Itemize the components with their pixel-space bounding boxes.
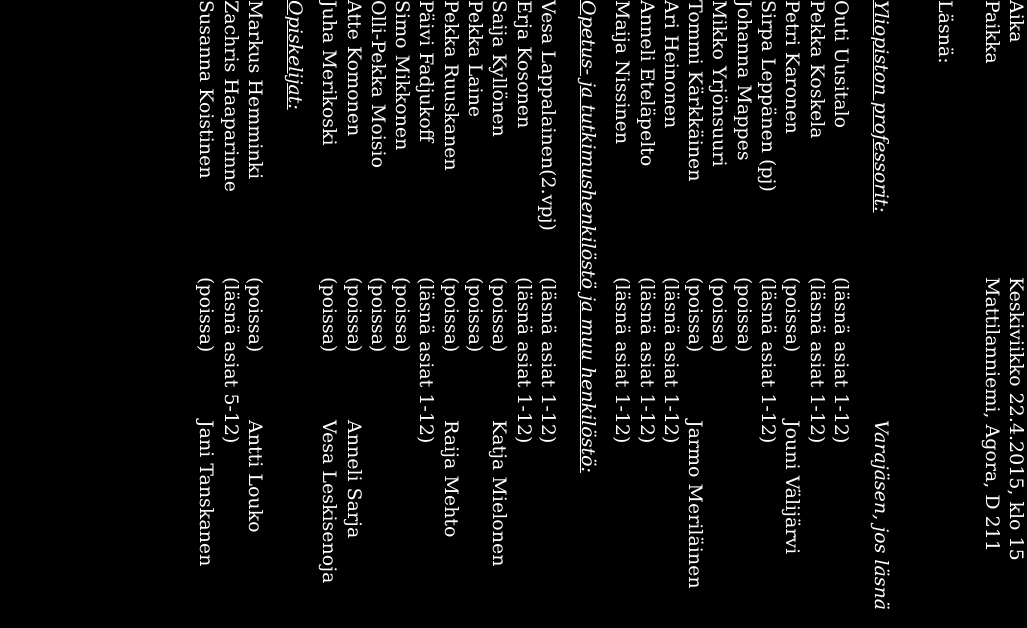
attendance-status: (läsnä asiat 5-12) [220, 277, 242, 444]
staff-name: Päivi Fadjukoff [415, 0, 437, 143]
professor-name: Johanna Mappes [733, 0, 755, 161]
attendance-status: (poissa) [781, 277, 803, 353]
attendance-status: (poissa) [464, 277, 486, 353]
staff-name: Erja Kosonen [513, 0, 535, 129]
time-value: Keskiviikko 22.4.2015, klo 15 [1005, 277, 1027, 561]
attendance-status: (läsnä asiat 1-12) [513, 277, 535, 444]
attendance-status: (poissa) [708, 277, 730, 353]
student-name: Zachris Haaparinne [220, 0, 242, 192]
attendance-status: (poissa) [367, 277, 389, 353]
substitute-name: Katja Mielonen [488, 420, 510, 567]
staff-name: Atte Komonen [343, 0, 365, 137]
staff-name: Pekka Laine [464, 0, 486, 118]
attendance-status: (läsnä asiat 1-12) [757, 277, 779, 444]
professor-name: Ari Heinonen [660, 0, 682, 129]
staff-heading: Opetus- ja tutkimushenkilöstö ja muu henkilöstö: [577, 0, 599, 473]
place-value: Mattilanniemi, Agora, D 211 [981, 277, 1003, 552]
attendance-status: (poissa) [684, 277, 706, 353]
attendance-status: (läsnä asiat 1-12) [660, 277, 682, 444]
staff-name: Pekka Ruuskanen [440, 0, 462, 171]
attendance-status: (läsnä asiat 1-12) [611, 277, 633, 444]
professors-heading: Yliopiston professorit: [870, 0, 892, 213]
staff-name: Olli-Pekka Moisio [367, 0, 389, 169]
attendance-status: (läsnä asiat 1-12) [537, 277, 559, 444]
staff-name: Saija Kyllönen [488, 0, 510, 137]
attendance-status: (läsnä asiat 1-12) [806, 277, 828, 444]
professor-name: Pekka Koskela [806, 0, 828, 139]
students-heading: Opiskelijat: [284, 0, 306, 110]
professor-name: Petri Karonen [781, 0, 803, 134]
student-name: Susanna Koistinen [195, 0, 217, 179]
professor-name: Mikko Yrjönsuuri [708, 0, 730, 167]
substitute-name: Anneli Sarja [343, 420, 365, 539]
attendance-status: (poissa) [440, 277, 462, 353]
attendance-status: (läsnä asiat 1-12) [415, 277, 437, 444]
professor-name: Tommi Kärkkäinen [684, 0, 706, 182]
staff-name: Simo Mikkonen [391, 0, 413, 151]
student-name: Markus Hemminki [244, 0, 266, 180]
professor-name: Maija Nissinen [611, 0, 633, 145]
substitute-name: Antti Louko [244, 420, 266, 533]
place-label: Paikka [981, 0, 1003, 64]
time-label: Aika [1005, 0, 1027, 43]
staff-name: Juha Merikoski [318, 0, 340, 146]
attendance-status: (poissa) [733, 277, 755, 353]
substitute-name: Jarmo Meriläinen [684, 420, 706, 589]
attendance-status: (poissa) [488, 277, 510, 353]
substitute-name: Jani Tanskanen [195, 420, 217, 567]
attendance-status: (poissa) [195, 277, 217, 353]
professor-name: Sirpa Leppänen (pj) [757, 0, 779, 192]
attendance-status: (läsnä asiat 1-12) [830, 277, 852, 444]
substitute-name: Vesa Leskisenoja [318, 420, 340, 584]
attendance-status: (läsnä asiat 1-12) [636, 277, 658, 444]
substitute-name: Jouni Välijärvi [781, 420, 803, 555]
substitute-name: Raija Mehto [440, 420, 462, 538]
attendance-status: (poissa) [391, 277, 413, 353]
professor-name: Outi Uusitalo [830, 0, 852, 129]
substitute-heading: Varajäsen, jos läsnä [870, 420, 892, 611]
attendance-status: (poissa) [343, 277, 365, 353]
attendance-status: (poissa) [244, 277, 266, 353]
professor-name: Anneli Eteläpelto [636, 0, 658, 167]
staff-name: Vesa Lappalainen(2.vpj) [537, 0, 559, 231]
present-label: Läsnä: [934, 0, 956, 64]
attendance-status: (poissa) [318, 277, 340, 353]
